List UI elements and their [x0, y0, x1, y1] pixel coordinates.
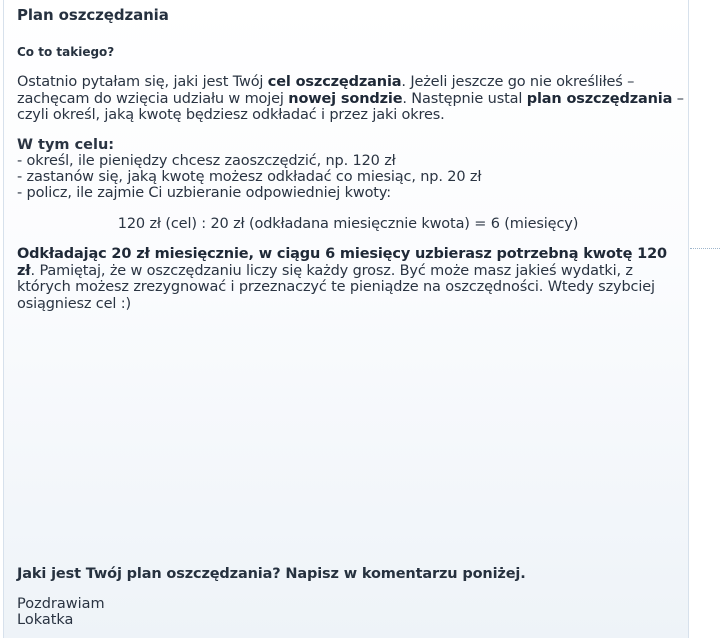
- comment-prompt: Jaki jest Twój plan oszczędzania? Napisz w komentarzu poniżej.: [17, 566, 526, 582]
- dotted-connector: [690, 248, 720, 249]
- intro-text-e: – czyli określ, jaką kwotę będziesz odkładać i przez jaki okres.: [17, 90, 684, 123]
- summary-paragraph: [17, 246, 685, 312]
- summary-text: . Pamiętaj, że w oszczędzaniu liczy się każdy grosz. Być może masz jakieś wydatki, z których możesz zrezygnować i przeznaczyć te pieniądze na oszczędności. Wtedy szybciej osiągniesz cel :): [17, 262, 655, 312]
- list-item: - policz, ile zajmie Ci uzbieranie odpowiedniej kwoty:: [17, 185, 391, 201]
- steps-list: [17, 153, 481, 201]
- intro-bold-plan: plan oszczędzania: [526, 90, 673, 107]
- post-subtitle: Co to takiego?: [17, 45, 115, 59]
- list-item: - określ, ile pieniędzy chcesz zaoszczędzić, np. 120 zł: [17, 153, 396, 169]
- greeting: Pozdrawiam: [17, 596, 105, 612]
- list-item: - zastanów się, jaką kwotę możesz odkładać co miesiąc, np. 20 zł: [17, 169, 482, 185]
- calculation-formula: 120 zł (cel) : 20 zł (odkładana miesięcznie kwota) = 6 (miesięcy): [117, 216, 579, 232]
- intro-paragraph: [17, 74, 685, 124]
- author-name: Lokatka: [17, 612, 74, 628]
- intro-text-a: Ostatnio pytałam się, jaki jest Twój: [17, 74, 268, 90]
- summary-bold: Odkładając 20 zł miesięcznie, w ciągu 6 miesięcy uzbierasz potrzebną kwotę 120 zł: [17, 246, 667, 279]
- intro-bold-goal: cel oszczędzania: [267, 74, 402, 90]
- list-heading: W tym celu:: [17, 137, 115, 153]
- intro-bold-survey: nowej sondzie: [288, 90, 403, 107]
- intro-text-c: . Jeżeli jeszcze go nie określiłeś – zachęcam do wzięcia udziału w mojej: [17, 74, 635, 107]
- intro-text-d: . Następnie ustal: [402, 90, 527, 107]
- signature: [17, 596, 105, 628]
- post-title: Plan oszczędzania: [17, 6, 169, 24]
